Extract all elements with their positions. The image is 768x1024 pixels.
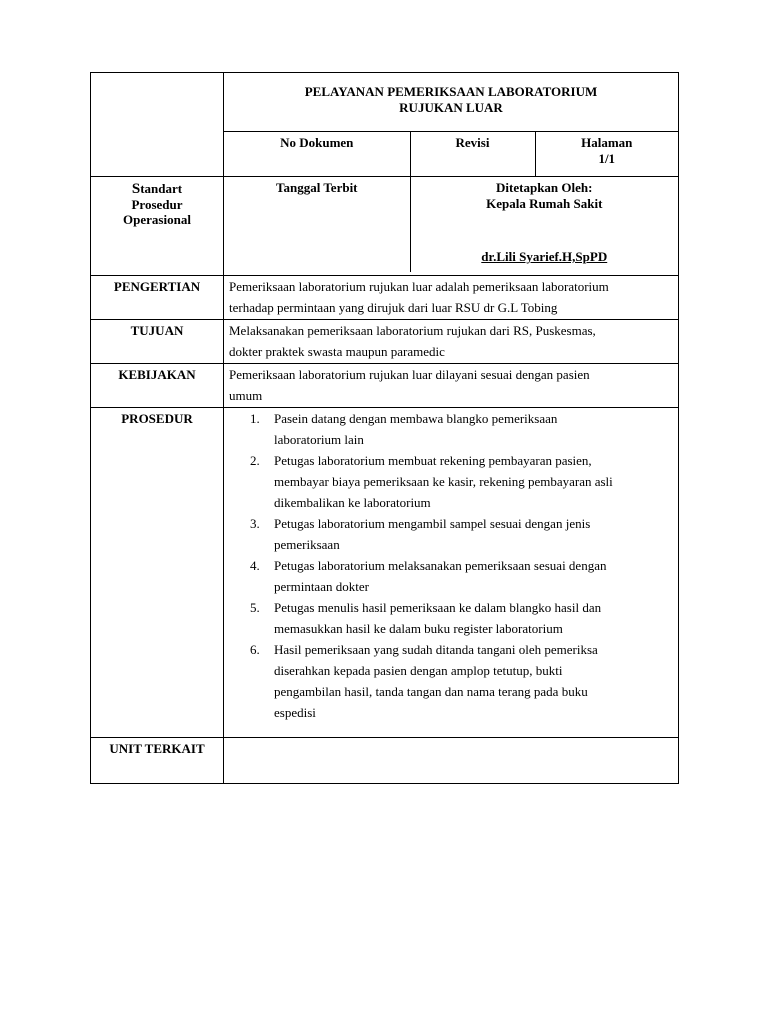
- kebijakan-text: [224, 364, 679, 408]
- tujuan-line-1: Melaksanakan pemeriksaan laboratorium rujukan dari RS, Puskesmas,: [229, 323, 596, 338]
- pengertian-text: [224, 276, 679, 320]
- prosedur-step-number: 4.: [250, 558, 260, 573]
- prosedur-step-line: diserahkan kepada pasien dengan amplop tetutup, bukti: [274, 663, 563, 678]
- tanggal-ditetapkan-cell: [224, 177, 679, 276]
- prosedur-step-line: pengambilan hasil, tanda tangan dan nama terang pada buku: [274, 684, 588, 699]
- prosedur-step-line: pemeriksaan: [274, 537, 340, 552]
- ditetapkan-cell: [410, 177, 678, 272]
- title-row: [91, 73, 679, 132]
- sop-s-letter: S: [131, 181, 141, 197]
- prosedur-step: [250, 408, 678, 450]
- prosedur-row: [91, 408, 679, 738]
- tanggal-terbit-label: Tanggal Terbit: [275, 180, 358, 195]
- prosedur-step-line: Hasil pemeriksaan yang sudah ditanda tangani oleh pemeriksa: [274, 642, 598, 657]
- kebijakan-label: KEBIJAKAN: [91, 364, 224, 408]
- ditetapkan-label: Ditetapkan Oleh:: [496, 180, 593, 195]
- ditetapkan-nama: dr.Lili Syarief.H,SpPD: [481, 249, 608, 264]
- prosedur-list: [224, 408, 678, 723]
- pengertian-row: [91, 276, 679, 320]
- prosedur-cell: [224, 408, 679, 738]
- revisi-label: Revisi: [455, 135, 490, 150]
- no-dokumen-label: No Dokumen: [280, 135, 354, 150]
- prosedur-step-line: dikembalikan ke laboratorium: [274, 495, 431, 510]
- halaman-label: Halaman: [581, 135, 633, 150]
- pengertian-line-1: Pemeriksaan laboratorium rujukan luar adalah pemeriksaan laboratorium: [229, 279, 609, 294]
- prosedur-step-line: Pasein datang dengan membawa blangko pemeriksaan: [274, 411, 558, 426]
- title-line-1: PELAYANAN PEMERIKSAAN LABORATORIUM: [304, 84, 598, 99]
- halaman-cell: [535, 132, 678, 176]
- prosedur-step-line: Petugas laboratorium mengambil sampel sesuai dengan jenis: [274, 516, 591, 531]
- prosedur-step-line: Petugas laboratorium membuat rekening pembayaran pasien,: [274, 453, 592, 468]
- tujuan-text: [224, 320, 679, 364]
- prosedur-step-line: memasukkan hasil ke dalam buku register laboratorium: [274, 621, 563, 636]
- prosedur-step-number: 6.: [250, 642, 260, 657]
- prosedur-step-line: laboratorium lain: [274, 432, 364, 447]
- prosedur-step: [250, 639, 678, 723]
- kebijakan-line-1: Pemeriksaan laboratorium rujukan luar dilayani sesuai dengan pasien: [229, 367, 590, 382]
- sop-document-table: [90, 72, 679, 784]
- halaman-value: 1/1: [598, 151, 616, 166]
- tanggal-terbit-cell: [224, 177, 410, 272]
- sop-label-line3: Operasional: [123, 212, 191, 227]
- prosedur-step: [250, 597, 678, 639]
- tujuan-label: TUJUAN: [91, 320, 224, 364]
- pengertian-line-2: terhadap permintaan yang dirujuk dari luar RSU dr G.L Tobing: [229, 300, 558, 315]
- prosedur-step-number: 5.: [250, 600, 260, 615]
- tanggal-ditetapkan-table: [224, 177, 678, 272]
- no-dokumen-cell: [224, 132, 410, 176]
- prosedur-step-number: 3.: [250, 516, 260, 531]
- logo-cell: [91, 73, 224, 177]
- prosedur-step: [250, 450, 678, 513]
- pengertian-label: PENGERTIAN: [91, 276, 224, 320]
- title-line-2: RUJUKAN LUAR: [399, 100, 503, 115]
- prosedur-step-number: 1.: [250, 411, 260, 426]
- revisi-cell: [410, 132, 535, 176]
- kebijakan-line-2: umum: [229, 388, 263, 403]
- ditetapkan-jabatan: Kepala Rumah Sakit: [486, 196, 603, 211]
- prosedur-step-line: permintaan dokter: [274, 579, 369, 594]
- prosedur-step-line: Petugas menulis hasil pemeriksaan ke dalam blangko hasil dan: [274, 600, 602, 615]
- prosedur-step-line: espedisi: [274, 705, 316, 720]
- unit-terkait-label: UNIT TERKAIT: [91, 738, 224, 784]
- sop-line1-rest: tandart: [140, 181, 183, 196]
- unit-terkait-row: [91, 738, 679, 784]
- document-title: [224, 73, 679, 132]
- sop-label-line2: Prosedur: [131, 197, 183, 212]
- kebijakan-row: [91, 364, 679, 408]
- prosedur-step-line: Petugas laboratorium melaksanakan pemeriksaan sesuai dengan: [274, 558, 607, 573]
- tujuan-line-2: dokter praktek swasta maupun paramedic: [229, 344, 445, 359]
- tujuan-row: [91, 320, 679, 364]
- sop-label-line1: [91, 181, 223, 197]
- sop-row: [91, 177, 679, 276]
- prosedur-step: [250, 513, 678, 555]
- prosedur-step-number: 2.: [250, 453, 260, 468]
- sop-label-cell: [91, 177, 224, 276]
- prosedur-label: PROSEDUR: [91, 408, 224, 738]
- prosedur-step-line: membayar biaya pemeriksaan ke kasir, rekening pembayaran asli: [274, 474, 613, 489]
- unit-terkait-text: [224, 738, 679, 784]
- doc-info-table: [224, 132, 678, 176]
- doc-info-cell: [224, 132, 679, 177]
- prosedur-step: [250, 555, 678, 597]
